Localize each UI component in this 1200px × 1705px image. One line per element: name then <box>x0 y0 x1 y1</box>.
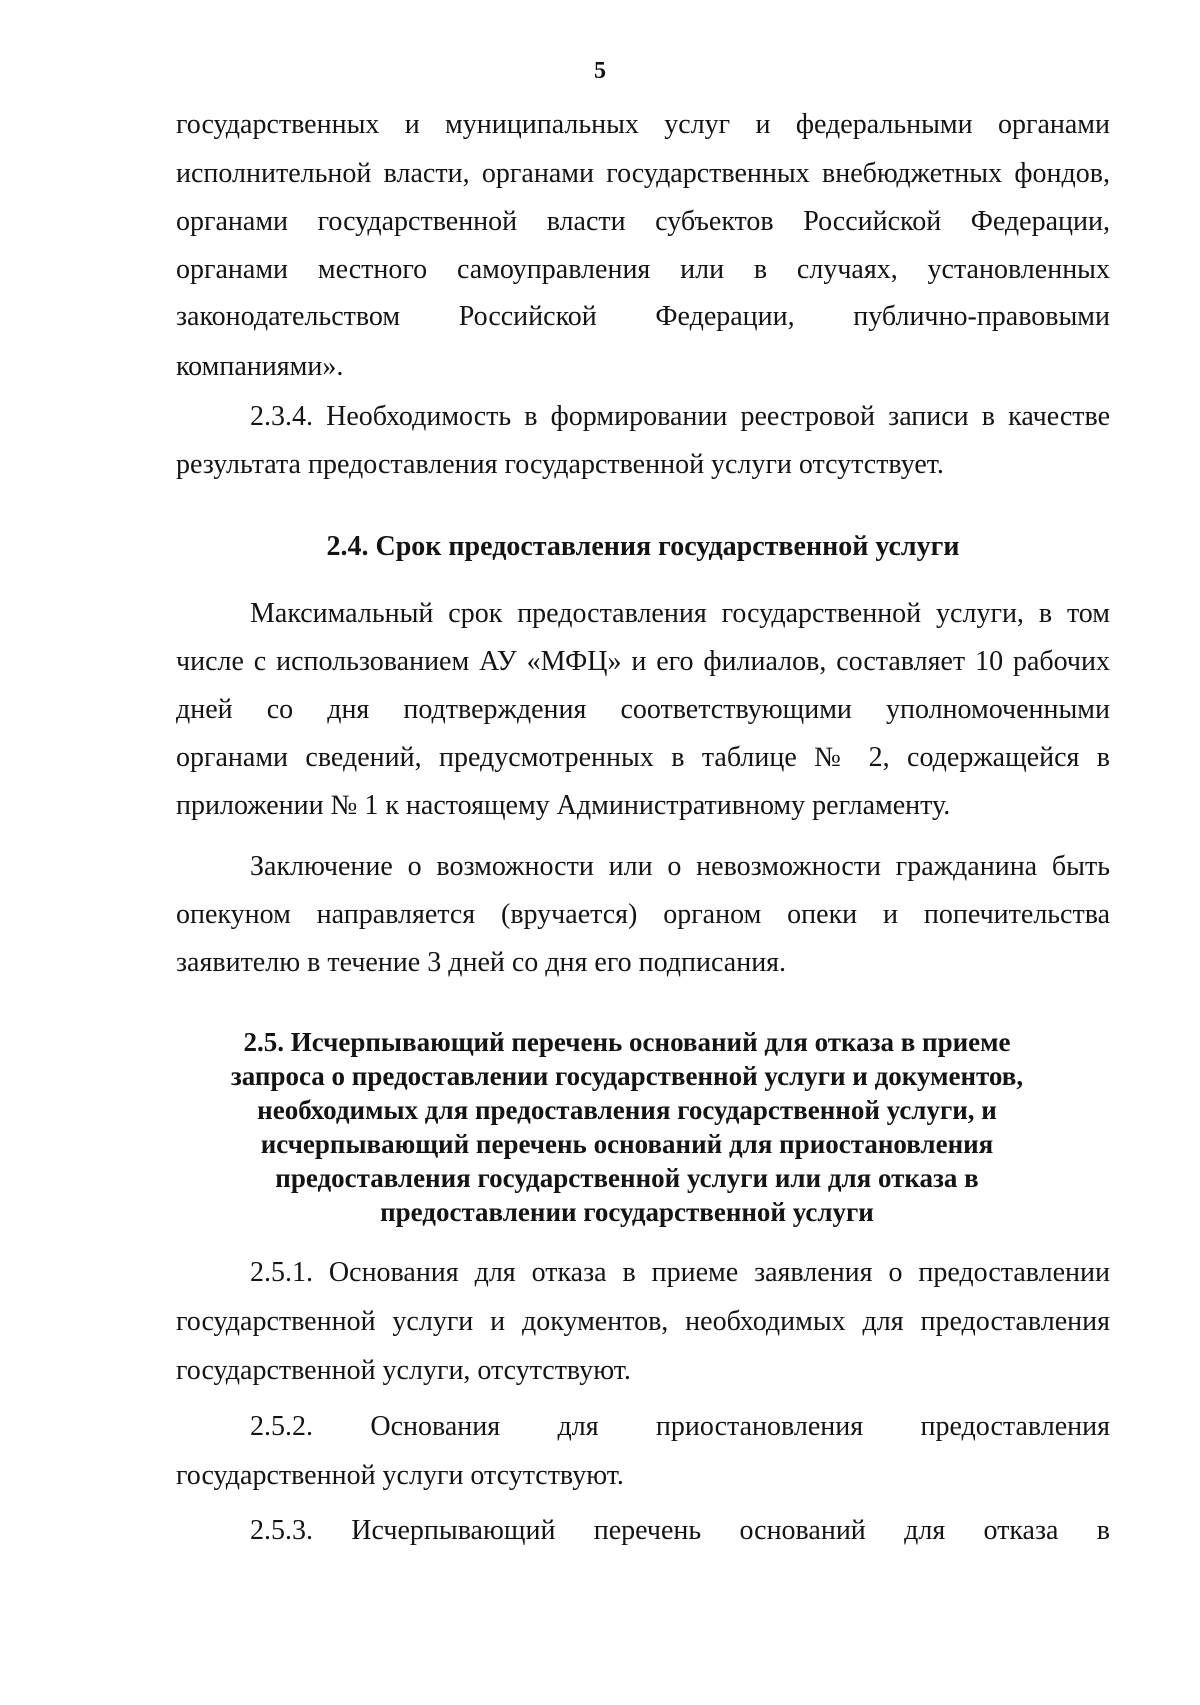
section-heading-2-5-line: предоставлении государственной услуги <box>380 1197 874 1227</box>
paragraph-2-4-line: приложении № 1 к настоящему Административному регламенту. <box>176 790 951 821</box>
text-line: органами государственной власти субъектов Российской Федерации, <box>176 206 1110 237</box>
text-line: государственных и муниципальных услуг и федеральными органами <box>176 109 1110 140</box>
paragraph-2-3-4-line: результата предоставления государственной услуги отсутствует. <box>176 449 944 480</box>
paragraph-2-5-1-line: государственной услуги, отсутствуют. <box>176 1355 631 1386</box>
paragraph-2-5-2-line: 2.5.2. Основания для приостановления предоставления <box>250 1411 1110 1442</box>
text-line: компаниями». <box>176 351 344 382</box>
text-line: законодательством Российской Федерации, публично-правовыми <box>176 301 1110 332</box>
paragraph-2-4-conclusion-line: опекуном направляется (вручается) органом опеки и попечительства <box>176 899 1110 930</box>
paragraph-2-5-1-line: 2.5.1. Основания для отказа в приеме заявления о предоставлении <box>250 1257 1110 1288</box>
paragraph-2-4-conclusion-line: заявителю в течение 3 дней со дня его подписания. <box>176 947 787 978</box>
text-line: органами местного самоуправления или в случаях, установленных <box>176 254 1110 285</box>
paragraph-2-4-conclusion-line: Заключение о возможности или о невозможности гражданина быть <box>250 851 1110 882</box>
paragraph-2-4-line: числе с использованием АУ «МФЦ» и его филиалов, составляет 10 рабочих <box>176 646 1110 677</box>
paragraph-2-4-line: дней со дня подтверждения соответствующими уполномоченными <box>176 694 1110 725</box>
section-heading-2-4: 2.4. Срок предоставления государственной услуги <box>326 531 960 562</box>
paragraph-2-3-4-line: 2.3.4. Необходимость в формировании реестровой записи в качестве <box>250 401 1110 432</box>
paragraph-2-5-1-line: государственной услуги и документов, необходимых для предоставления <box>176 1306 1110 1337</box>
page-number: 5 <box>594 58 606 84</box>
paragraph-2-5-3-line: 2.5.3. Исчерпывающий перечень оснований для отказа в <box>250 1515 1110 1546</box>
paragraph-2-5-2-line: государственной услуги отсутствуют. <box>176 1460 624 1491</box>
section-heading-2-5-line: 2.5. Исчерпывающий перечень оснований для отказа в приеме <box>243 1027 1011 1057</box>
section-heading-2-5-line: запроса о предоставлении государственной услуги и документов, <box>230 1061 1024 1091</box>
paragraph-2-4-line: органами сведений, предусмотренных в таблице № 2, содержащейся в <box>176 742 1110 773</box>
section-heading-2-5-line: необходимых для предоставления государственной услуги, и <box>257 1095 997 1125</box>
section-heading-2-5-line: предоставления государственной услуги или для отказа в <box>275 1163 979 1193</box>
text-line: исполнительной власти, органами государственных внебюджетных фондов, <box>176 158 1110 189</box>
section-heading-2-5-line: исчерпывающий перечень оснований для приостановления <box>260 1129 994 1159</box>
paragraph-2-4-line: Максимальный срок предоставления государственной услуги, в том <box>250 598 1110 629</box>
